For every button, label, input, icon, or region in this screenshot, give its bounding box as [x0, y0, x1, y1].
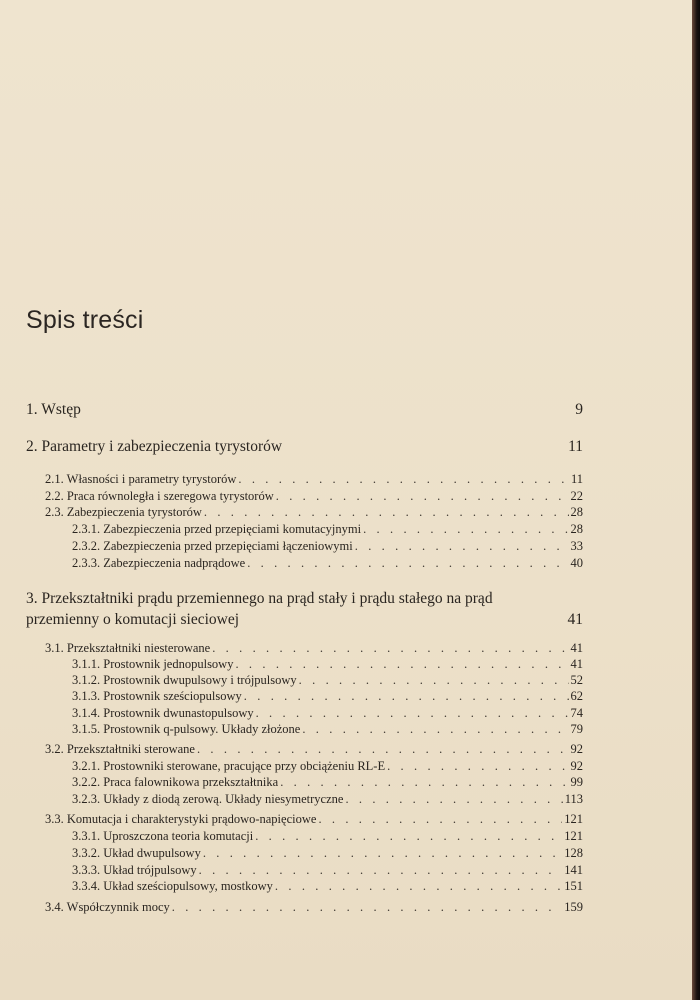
toc-entry-page: 121 — [564, 812, 583, 826]
toc-entry-label: 3.3.1. Uproszczona teoria komutacji — [72, 829, 254, 843]
toc-entry-page: 151 — [564, 879, 583, 893]
toc-entry-page: 113 — [564, 792, 583, 806]
toc-entry-label: 3.3.2. Układ dwupulsowy — [72, 846, 201, 860]
toc-entry-page: 92 — [570, 759, 583, 773]
leader-dots — [387, 759, 568, 774]
toc-entry-page: 128 — [564, 846, 583, 860]
toc-entry-page: 22 — [570, 489, 583, 503]
toc-entry-page: 92 — [570, 742, 583, 756]
toc-entry-label: 2. Parametry i zabezpieczenia tyrystorów — [26, 438, 283, 455]
page-title: Spis treści — [26, 306, 144, 334]
toc-entry-3 — [26, 588, 583, 630]
toc-entry-label: 3.3. Komutacja i charakterystyki prądowo-napięciowe — [45, 812, 317, 826]
leader-dots — [256, 706, 569, 721]
toc-entry-3-1-5 — [72, 722, 583, 737]
toc-entry-page: 9 — [575, 401, 583, 418]
toc-entry-3-1-1 — [72, 657, 583, 672]
leader-dots — [203, 846, 562, 861]
toc-entry-page: 11 — [570, 472, 583, 486]
leader-dots — [255, 829, 562, 844]
leader-dots — [244, 689, 569, 704]
toc-entry-label: 3.1.3. Prostownik sześciopulsowy — [72, 689, 242, 703]
toc-entry-label: 2.3.3. Zabezpieczenia nadprądowe — [72, 556, 246, 570]
toc-entry-3-2-2 — [72, 775, 583, 790]
toc-entry-page: 28 — [570, 522, 583, 536]
toc-entry-page: 79 — [570, 722, 583, 736]
toc-entry-2-1 — [45, 472, 583, 487]
leader-dots — [212, 641, 568, 656]
leader-dots — [355, 539, 569, 554]
leader-dots — [238, 472, 569, 487]
toc-entry-label: 3.1.5. Prostownik q-pulsowy. Układy złożone — [72, 722, 301, 736]
toc-entry-page: 74 — [570, 706, 583, 720]
toc-entry-3-2-3 — [72, 792, 583, 807]
toc-entry-3-3-2 — [72, 846, 583, 861]
toc-entry-page: 40 — [570, 556, 583, 570]
toc-entry-label: 2.2. Praca równoległa i szeregowa tyrystorów — [45, 489, 274, 503]
toc-entry-3-1 — [45, 641, 583, 656]
toc-entry-label: 3.1.2. Prostownik dwupulsowy i trójpulsowy — [72, 673, 297, 687]
toc-entry-label-line2-row — [26, 609, 583, 630]
toc-entry-3-1-2 — [72, 673, 583, 688]
leader-dots — [204, 505, 569, 520]
leader-dots — [302, 722, 568, 737]
toc-entry-3-2-1 — [72, 759, 583, 774]
leader-dots — [345, 792, 562, 807]
toc-entry-page: 141 — [564, 863, 583, 877]
leader-dots — [318, 812, 562, 827]
toc-entry-2-3-2 — [72, 539, 583, 554]
toc-entry-label: 3.1.4. Prostownik dwunastopulsowy — [72, 706, 254, 720]
toc-entry-page: 41 — [570, 657, 583, 671]
toc-entry-2-2 — [45, 489, 583, 504]
toc-entry-label: 3.3.4. Układ sześciopulsowy, mostkowy — [72, 879, 273, 893]
toc-entry-label: 3.2. Przekształtniki sterowane — [45, 742, 195, 756]
toc-entry-2-3 — [45, 505, 583, 520]
toc-entry-page: 99 — [570, 775, 583, 789]
toc-entry-2-3-3 — [72, 556, 583, 571]
leader-dots — [363, 522, 568, 537]
toc-entry-page: 41 — [570, 641, 583, 655]
toc-entry-label: 3.1.1. Prostownik jednopulsowy — [72, 657, 234, 671]
toc-entry-2-3-1 — [72, 522, 583, 537]
leader-dots — [276, 489, 569, 504]
toc-entry-label: 1. Wstęp — [26, 401, 81, 418]
page-edge-shadow — [692, 0, 700, 1000]
leader-dots — [299, 673, 569, 688]
toc-entry-3-2 — [45, 742, 583, 757]
leader-dots — [247, 556, 568, 571]
toc-entry-3-1-4 — [72, 706, 583, 721]
toc-entry-1 — [26, 401, 583, 419]
toc-entry-label: 3.1. Przekształtniki niesterowane — [45, 641, 211, 655]
toc-entry-label: 3.2.3. Układy z diodą zerową. Układy niesymetryczne — [72, 792, 344, 806]
leader-dots — [280, 775, 568, 790]
toc-entry-page: 28 — [570, 505, 583, 519]
toc-entry-3-4 — [45, 900, 583, 915]
toc-entry-label: 3.2.2. Praca falownikowa przekształtnika — [72, 775, 279, 789]
toc-entry-page: 41 — [567, 611, 583, 628]
toc-entry-page: 159 — [564, 900, 583, 914]
toc-entry-page: 121 — [564, 829, 583, 843]
toc-entry-label: 2.1. Własności i parametry tyrystorów — [45, 472, 237, 486]
toc-entry-label: 2.3. Zabezpieczenia tyrystorów — [45, 505, 202, 519]
toc-entry-label-line1: 3. Przekształtniki prądu przemiennego na prąd stały i prądu stałego na prąd — [26, 590, 493, 607]
leader-dots — [197, 742, 569, 757]
leader-dots — [235, 657, 568, 672]
leader-dots — [172, 900, 563, 915]
toc-entry-page: 11 — [568, 438, 583, 455]
toc-entry-3-3-3 — [72, 863, 583, 878]
toc-entry-label: 3.3.3. Układ trójpulsowy — [72, 863, 197, 877]
toc-entry-page: 52 — [570, 673, 583, 687]
toc-entry-page: 62 — [570, 689, 583, 703]
leader-dots — [199, 863, 563, 878]
toc-entry-3-1-3 — [72, 689, 583, 704]
toc-entry-label: 3.4. Współczynnik mocy — [45, 900, 170, 914]
toc-entry-label: 2.3.2. Zabezpieczenia przed przepięciami łączeniowymi — [72, 539, 353, 553]
toc-entry-label-line2: przemienny o komutacji sieciowej — [26, 611, 240, 628]
toc-entry-3-3 — [45, 812, 583, 827]
leader-dots — [275, 879, 562, 894]
toc-entry-3-3-1 — [72, 829, 583, 844]
toc-entry-label: 2.3.1. Zabezpieczenia przed przepięciami komutacyjnymi — [72, 522, 362, 536]
toc-entry-2 — [26, 438, 583, 456]
toc-entry-label: 3.2.1. Prostowniki sterowane, pracujące przy obciążeniu RL-E — [72, 759, 386, 773]
toc-entry-page: 33 — [570, 539, 583, 553]
toc-entry-3-3-4 — [72, 879, 583, 894]
